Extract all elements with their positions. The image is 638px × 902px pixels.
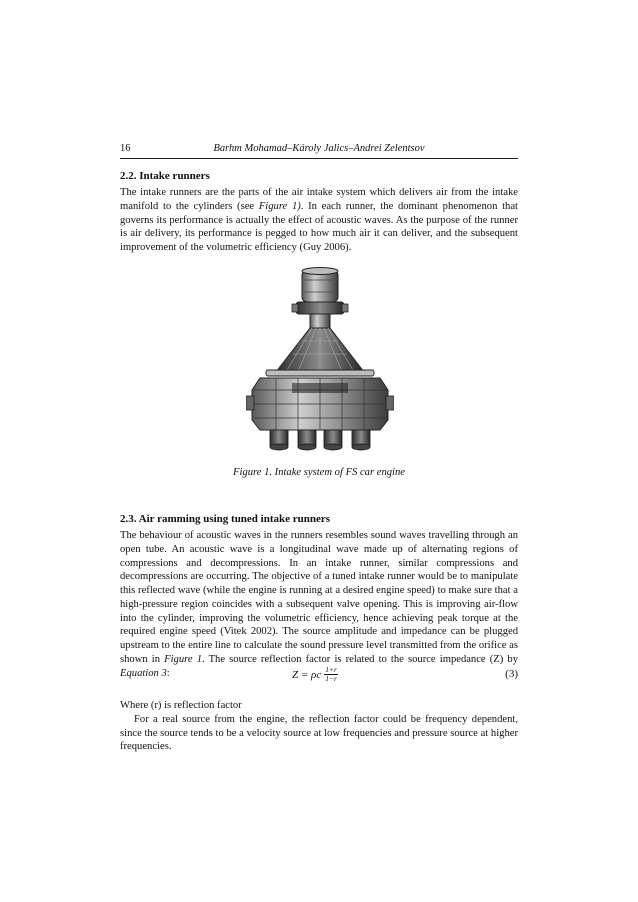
equation-number: (3): [505, 668, 518, 680]
figure-reference: Figure 1): [258, 200, 301, 212]
paragraph-reflection: [120, 699, 518, 754]
equation-lhs: Z = ρc: [292, 668, 322, 681]
air-filter-cap: [302, 268, 338, 275]
paragraph-air-ramming: [120, 529, 518, 680]
equation-denominator: 1−r: [325, 674, 337, 683]
page-number: 16: [120, 143, 131, 154]
running-header: [120, 143, 518, 159]
text-run: . In each runner, the dominant phenomenon that governs its performance is actually the effect of acoustic waves. As the purpose of the runner is air delivery, its performance is pegged to how much air it can deliver, and the subsequent improvement of the volumetric efficiency (Guy 2006).: [120, 200, 518, 253]
equation-3: [120, 666, 518, 688]
fuel-rail: [266, 370, 374, 376]
text-run: :: [166, 667, 170, 679]
text-run: The behaviour of acoustic waves in the runners resembles sound waves travelling through an open tube. An acoustic wave is a longitudinal wave made up of alternating regions of compressions and decompressions. In an intake runner, similar compressions and decompressions are occurring. The objective of a tuned intake runner would be to manipulate this reflected wave (while the engine is running at a desired engine speed) to make sure that a high-pressure region coincides with a subsequent valve opening. This is improving air-flow into the cylinder, improving the volumetric efficiency, hence achieving peak torque at the required engine speed (Vitek 2002). The source amplitude and impedance can be plugged upstream to the entire line to calculate the sound pressure level transmitted from the orifice as shown in: [120, 530, 518, 665]
figure-reference: Figure 1: [164, 653, 202, 665]
text-run: The intake runners are the parts of the air intake system which delivers air from the intake manifold to the cylinders (see: [120, 187, 518, 212]
equation-reference: Equation 3: [120, 667, 167, 679]
throttle-body: [296, 302, 344, 314]
equation-formula: [292, 666, 338, 683]
text-run: . The source reflection factor is related to the source impedance (Z) by: [202, 653, 518, 665]
running-header-authors: Barhm Mohamad–Károly Jalics–Andrei Zelentsov: [213, 143, 425, 154]
where-line: Where (r) is reflection factor: [120, 700, 242, 711]
section-heading-air-ramming: 2.3. Air ramming using tuned intake runners: [120, 513, 331, 525]
equation-numerator: 1+r: [325, 665, 337, 674]
intake-system-figure: [246, 266, 394, 454]
paragraph-frequency: For a real source from the engine, the reflection factor could be frequency dependent, since the source tends to be a velocity source at low frequencies and pressure source at higher frequencies.: [120, 713, 518, 753]
intake-runners: [270, 430, 370, 450]
figure-caption: Figure 1. Intake system of FS car engine: [232, 467, 405, 478]
equation-fraction: [324, 666, 338, 683]
header-rule: [120, 158, 518, 159]
section-heading-intake-runners: 2.2. Intake runners: [120, 170, 210, 182]
paragraph-intake-runners: [120, 186, 518, 255]
